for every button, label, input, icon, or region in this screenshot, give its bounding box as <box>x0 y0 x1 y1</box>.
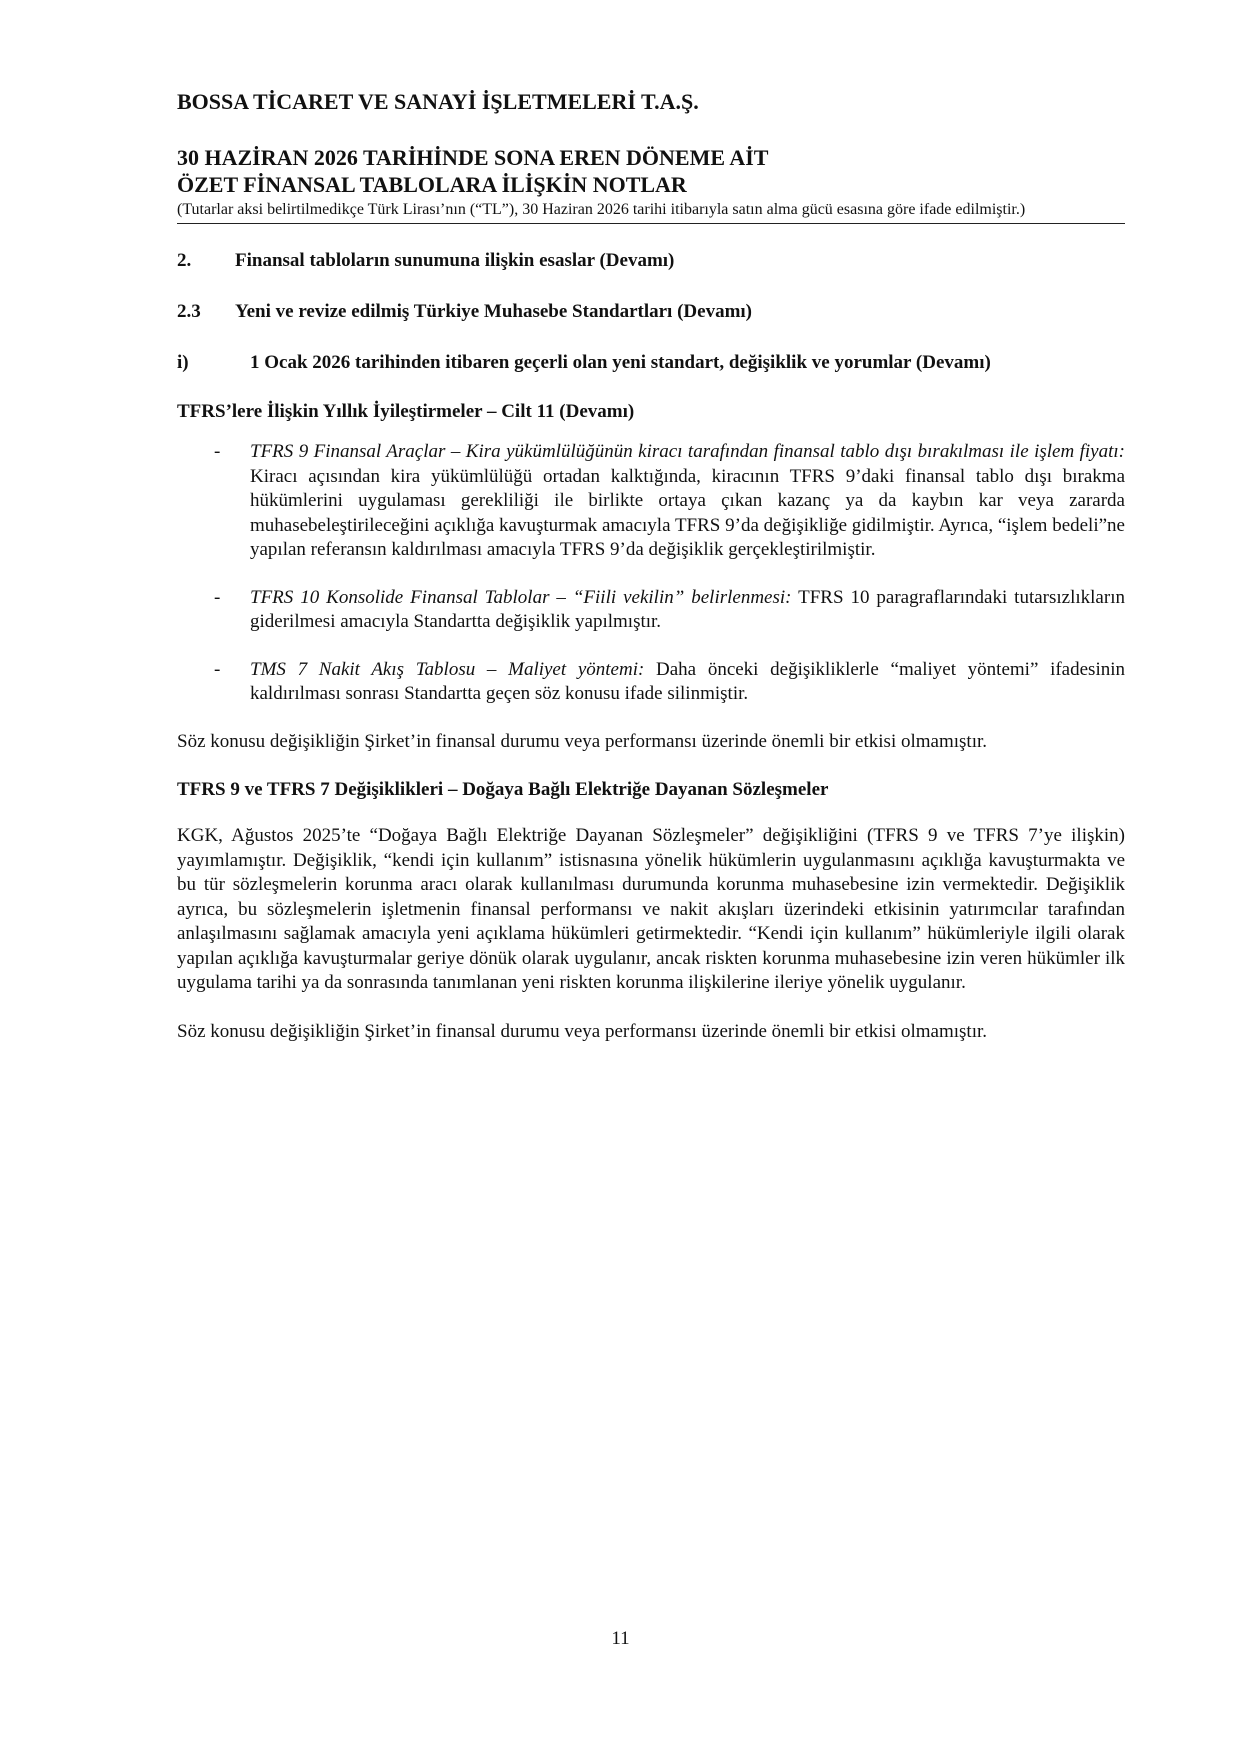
item-number: i) <box>177 352 189 373</box>
section-heading <box>177 249 1125 273</box>
list-item-title: TFRS 9 Finansal Araçlar – Kira yükümlülüğünün kiracı tarafından finansal tablo dışı bırakılması ile işlem fiyatı: <box>250 441 1125 462</box>
section-title: Finansal tabloların sunumuna ilişkin esaslar (Devamı) <box>235 250 675 271</box>
list-item-text: Daha önceki değişikliklerle “maliyet yöntemi” ifadesinin kaldırılması sonrası Standartta geçen söz konusu ifade silinmiştir. <box>250 658 1125 704</box>
subsection-title: Yeni ve revize edilmiş Türkiye Muhasebe Standartları (Devamı) <box>235 301 752 322</box>
improvements-conclusion: Söz konusu değişikliğin Şirket’in finansal durumu veya performansı üzerinde önemli bir etkisi olmamıştır. <box>177 730 987 752</box>
subsection-heading <box>177 300 1125 324</box>
list-item-title: TMS 7 Nakit Akış Tablosu – Maliyet yöntemi: <box>250 658 645 680</box>
bullet-dash: - <box>214 586 221 608</box>
item-heading <box>177 351 1125 375</box>
currency-note: (Tutarlar aksi belirtilmedikçe Türk Lirası’nın (“TL”), 30 Haziran 2026 tarihi itibarıyla satın alma gücü esasına göre ifade edilmiştir.) <box>177 201 1026 218</box>
tfrs9-tfrs7-conclusion: Söz konusu değişikliğin Şirket’in finansal durumu veya performansı üzerinde önemli bir etkisi olmamıştır. <box>177 1020 987 1042</box>
list-item-title: TFRS 10 Konsolide Finansal Tablolar – “Fiili vekilin” belirlenmesi: <box>250 586 792 608</box>
item-title: 1 Ocak 2026 tarihinden itibaren geçerli olan yeni standart, değişiklik ve yorumlar (Devamı) <box>250 352 991 373</box>
company-name: BOSSA TİCARET VE SANAYİ İŞLETMELERİ T.A.Ş. <box>177 89 699 114</box>
tfrs9-tfrs7-body: KGK, Ağustos 2025’te “Doğaya Bağlı Elektriğe Dayanan Sözleşmeler” değişikliğini (TFRS 9 ve TFRS 7’ye ilişkin) yayımlamıştır. Değişiklik, “kendi için kullanım” istisnasına yönelik hükümlerin uygulanmasını açıklığa kavuşturmakta ve bu tür sözleşmelerin korunma aracı olarak kullanılması durumunda korunma muhasebesine izin vermektedir. Değişiklik ayrıca, bu sözleşmelerin işletmenin finansal performansı ve nakit akışları üzerindeki etkisinin yatırımcılar tarafından anlaşılmasını sağlamak amacıyla yeni açıklama hükümleri getirmektedir. “Kendi için kullanım” hükümleriyle ilgili olarak yapılan açıklığa kavuşturmalar geriye dönük olarak uygulanır, ancak riskten korunma muhasebesine izin veren hükümler ilk uygulama tarihi ya da sonrasında tanımlanan yeni riskten korunma ilişkilerine ileriye yönelik uygulanır. <box>177 825 1125 993</box>
section-number: 2. <box>177 250 192 271</box>
list-item <box>177 658 1125 707</box>
list-item <box>177 586 1125 635</box>
bullet-dash: - <box>214 658 221 680</box>
header-divider <box>177 223 1125 224</box>
improvements-list <box>177 440 1125 707</box>
list-item-text: TFRS 10 paragraflarındaki tutarsızlıkların giderilmesi amacıyla Standartta değişiklik yapılmıştır. <box>250 586 1125 632</box>
report-title-line-1: 30 HAZİRAN 2026 TARİHİNDE SONA EREN DÖNEME AİT <box>177 145 769 170</box>
document-page <box>177 88 1125 1044</box>
subsection-number: 2.3 <box>177 301 201 322</box>
page-number: 11 <box>611 1628 630 1649</box>
list-item-text: Kiracı açısından kira yükümlülüğü ortadan kalktığında, kiracının TFRS 9’daki finansal tablo dışı bırakma hükümlerini uygulaması gerekliliği ile birlikte ortaya çıkan kazanç ya da kaybın kar veya zararda muhasebeleştirileceğini açıklığa kavuşturmak amacıyla TFRS 9’da değişikliğe gidilmiştir. Ayrıca, “işlem bedeli”ne yapılan referansın kaldırılması amacıyla TFRS 9’da değişiklik gerçekleştirilmiştir. <box>250 465 1125 560</box>
list-item <box>177 440 1125 563</box>
report-title-line-2: ÖZET FİNANSAL TABLOLARA İLİŞKİN NOTLAR <box>177 172 687 197</box>
annual-improvements-heading: TFRS’lere İlişkin Yıllık İyileştirmeler – Cilt 11 (Devamı) <box>177 401 635 422</box>
bullet-dash: - <box>214 441 221 462</box>
tfrs9-tfrs7-heading: TFRS 9 ve TFRS 7 Değişiklikleri – Doğaya Bağlı Elektriğe Dayanan Sözleşmeler <box>177 779 829 800</box>
